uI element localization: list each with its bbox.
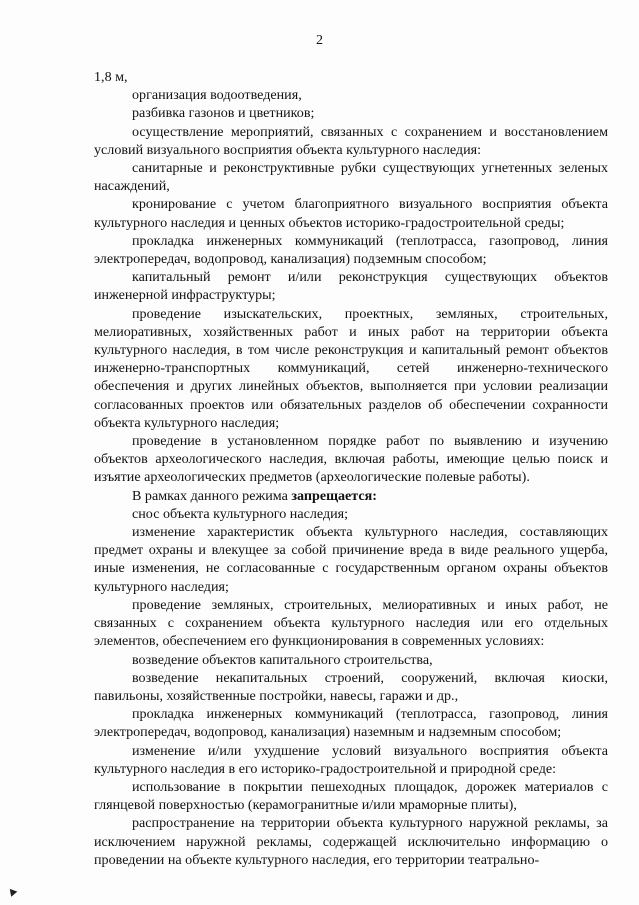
page-number: 2 (316, 33, 323, 48)
paragraph: проведение земляных, строительных, мелиоративных и иных работ, не связанных с сохранением объекта культурного наследия или его отдельных элементов, обеспечением его функционирования в современных условиях: (94, 596, 608, 650)
paragraph: 1,8 м, (94, 69, 128, 85)
paragraph: снос объекта культурного наследия; (132, 505, 349, 522)
paragraph: проведение изыскательских, проектных, земляных, строительных, мелиоративных, хозяйственных работ и иных работ на территории объекта культурного наследия, в том числе реконструкция и капитальный ремонт объектов инженерно-транспортных коммуникаций, сетей инженерно-технического обеспечения и других линейных объектов, выполняется при условии реализации согласованных проектов или обязательных разделов об обеспечении сохранности объекта культурного наследия; (94, 305, 608, 431)
paragraph: проведение в установленном порядке работ по выявлению и изучению объектов археологического наследия, включая работы, имеющие целью поиск и изъятие археологических предметов (археологические полевые работы). (94, 433, 608, 486)
paragraph: санитарные и реконструктивные рубки существующих угнетенных зеленых насаждений, (94, 160, 608, 195)
paragraph: организация водоотведения, (132, 87, 302, 104)
paragraph: использование в покрытии пешеходных площадок, дорожек материалов с глянцевой поверхностью (керамогранитные и/или мраморные плиты), (94, 778, 608, 814)
paragraph: капитальный ремонт и/или реконструкция существующих объектов инженерной инфраструктуры; (94, 269, 608, 304)
paragraph-prohibited-heading (94, 487, 608, 505)
paragraph: возведение объектов капитального строительства, (132, 651, 433, 668)
paragraph: прокладка инженерных коммуникаций (теплотрасса, газопровод, линия электропередач, водопровод, канализация) подземным способом; (94, 232, 608, 268)
prohibited-heading-prefix: В рамках данного режима (132, 487, 292, 504)
paragraph: разбивка газонов и цветников; (132, 105, 315, 122)
paragraph: изменение и/или ухудшение условий визуального восприятия объекта культурного наследия в его историко-градостроительной и природной среде: (94, 742, 608, 777)
paragraph: кронирование с учетом благоприятного визуального восприятия объекта культурного наследия и ценных объектов историко-градостроительной среды; (94, 196, 608, 231)
paragraph: прокладка инженерных коммуникаций (теплотрасса, газопровод, линия электропередач, водопровод, канализация) наземным и надземным способом; (94, 706, 608, 741)
prohibited-heading-bold: запрещается: (291, 487, 377, 504)
paragraph: осуществление мероприятий, связанных с сохранением и восстановлением условий визуального восприятия объекта культурного наследия: (94, 123, 608, 158)
paragraph: возведение некапитальных строений, сооружений, включая киоски, павильоны, хозяйственные постройки, навесы, гаражи и др., (94, 669, 608, 704)
scan-corner-mark-icon (7, 886, 18, 897)
paragraph: изменение характеристик объекта культурного наследия, составляющих предмет охраны и влекущее за собой причинение вреда в виде реального ущерба, иные изменения, не согласованные с государственным органом охраны объектов культурного наследия; (94, 524, 608, 595)
paragraph: распространение на территории объекта культурного наружной рекламы, за исключением наружной рекламы, содержащей исключительно информацию о проведении на объекте культурного наследия, его территории театрально- (94, 815, 608, 868)
document-body (94, 68, 608, 869)
